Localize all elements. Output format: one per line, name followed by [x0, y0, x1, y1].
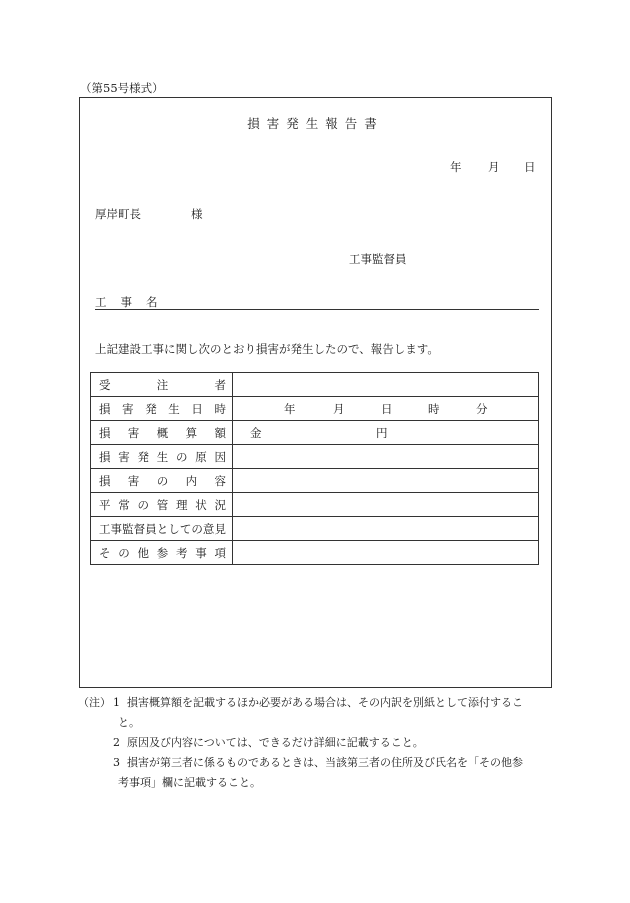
label-char: 発 — [145, 401, 157, 416]
label-char: 常 — [118, 497, 130, 512]
label-char: の — [118, 545, 130, 560]
notes-prefix: （注） — [78, 696, 111, 709]
label-char: 日 — [191, 401, 203, 416]
date-month-label: 月 — [488, 160, 500, 174]
label-char: 員 — [145, 521, 157, 536]
intro-statement: 上記建設工事に関し次のとおり損害が発生したので、報告します。 — [95, 342, 439, 356]
table-row — [91, 469, 539, 493]
note-number: 3 — [113, 756, 120, 769]
label-char: 項 — [214, 545, 226, 560]
label-char: 況 — [214, 497, 226, 512]
label-char: 参 — [156, 545, 169, 560]
label-char: 見 — [214, 521, 226, 536]
table-row — [91, 493, 539, 517]
table-row — [91, 397, 539, 421]
row-label-text — [91, 377, 232, 393]
table-row — [91, 445, 539, 469]
row-label-damage-details — [91, 469, 233, 493]
row-value-supervisor-opinion[interactable] — [233, 517, 539, 541]
label-char: 容 — [214, 473, 226, 488]
note-continuation: 考事項」欄に記載すること。 — [118, 776, 261, 789]
label-char: 額 — [214, 425, 226, 440]
project-name-line — [95, 294, 539, 310]
datetime-minute-unit: 分 — [476, 401, 488, 416]
row-label-estimated-amount — [91, 421, 233, 445]
label-char: 工 — [99, 521, 111, 536]
row-value-other-notes[interactable] — [233, 541, 539, 565]
label-char: 考 — [176, 545, 188, 560]
label-char: の — [191, 521, 203, 536]
document-title: 損害発生報告書 — [247, 116, 384, 131]
label-char: し — [168, 521, 180, 536]
row-label-text — [91, 449, 232, 465]
row-value-damage-details[interactable] — [233, 469, 539, 493]
form-number: （第55号様式） — [80, 81, 164, 95]
note-item — [78, 693, 532, 713]
amount-prefix: 金 — [250, 425, 262, 440]
row-value-estimated-amount[interactable] — [233, 421, 539, 445]
label-char: 生 — [168, 401, 180, 416]
date-day-label: 日 — [524, 160, 536, 174]
label-char: 害 — [127, 473, 140, 488]
label-char: の — [156, 473, 169, 488]
row-value-contractor[interactable] — [233, 373, 539, 397]
row-label-text — [91, 545, 232, 561]
label-char: 注 — [156, 377, 169, 392]
addressee-honorific: 様 — [191, 207, 203, 221]
table-row — [91, 541, 539, 565]
label-char: 生 — [156, 449, 169, 464]
label-char: 損 — [99, 401, 111, 416]
row-value-cause[interactable] — [233, 445, 539, 469]
row-label-text — [91, 497, 232, 513]
label-char: そ — [99, 545, 111, 560]
label-char: 損 — [99, 449, 111, 464]
label-char: 因 — [214, 449, 226, 464]
label-char: 害 — [118, 449, 130, 464]
label-char: 内 — [185, 473, 198, 488]
row-label-text — [91, 473, 232, 489]
row-label-occurrence-datetime — [91, 397, 233, 421]
label-char: 状 — [195, 497, 207, 512]
label-char: 意 — [202, 521, 215, 536]
label-char: 受 — [99, 377, 111, 392]
label-char: 事 — [110, 521, 123, 536]
reporter-title: 工事監督員 — [349, 252, 407, 266]
row-label-management-status — [91, 493, 233, 517]
row-label-supervisor-opinion — [91, 517, 233, 541]
note-text: 原因及び内容については、できるだけ詳細に記載すること。 — [127, 736, 424, 749]
datetime-month-unit: 月 — [333, 401, 345, 416]
label-char: の — [176, 449, 188, 464]
datetime-year-unit: 年 — [284, 401, 296, 416]
label-char: 算 — [185, 425, 198, 440]
table-row — [91, 373, 539, 397]
project-name-label: 工事名 — [95, 295, 172, 309]
label-char: 原 — [195, 449, 207, 464]
label-char: 監 — [122, 521, 134, 536]
label-char: 損 — [99, 425, 111, 440]
notes-section — [78, 693, 532, 793]
note-item — [78, 753, 532, 773]
datetime-hour-unit: 時 — [428, 401, 440, 416]
label-char: 概 — [156, 425, 169, 440]
label-char: と — [156, 521, 169, 536]
report-table — [90, 372, 539, 565]
row-label-cause — [91, 445, 233, 469]
date-year-label: 年 — [450, 160, 462, 174]
row-label-other-notes — [91, 541, 233, 565]
note-item — [78, 733, 532, 753]
note-continuation: と。 — [118, 716, 140, 729]
label-char: て — [179, 521, 192, 536]
note-text: 損害概算額を記載するほか必要がある場合は、その内訳を別紙として添付するこ — [127, 696, 523, 709]
label-char: 平 — [99, 497, 111, 512]
note-number: 1 — [113, 696, 120, 709]
label-char: の — [137, 497, 149, 512]
table-row — [91, 421, 539, 445]
label-char: 理 — [176, 497, 188, 512]
label-char: 管 — [156, 497, 169, 512]
label-char: 損 — [99, 473, 111, 488]
label-char: 発 — [137, 449, 149, 464]
note-text: 損害が第三者に係るものであるときは、当該第三者の住所及び氏名を「その他参 — [127, 756, 523, 769]
label-char: 他 — [137, 545, 149, 560]
row-label-text — [91, 425, 232, 441]
row-label-text — [91, 521, 232, 537]
note-number: 2 — [113, 736, 120, 749]
label-char: 時 — [214, 401, 226, 416]
addressee-name: 厚岸町長 — [95, 207, 141, 221]
addressee — [95, 206, 203, 222]
label-char: 者 — [214, 377, 226, 392]
label-char: 害 — [127, 425, 140, 440]
label-char: 害 — [122, 401, 134, 416]
table-row — [91, 517, 539, 541]
datetime-day-unit: 日 — [381, 401, 393, 416]
row-value-occurrence-datetime[interactable] — [233, 397, 539, 421]
label-char: 督 — [133, 521, 146, 536]
row-label-text — [91, 401, 232, 417]
report-date — [450, 159, 544, 175]
row-value-management-status[interactable] — [233, 493, 539, 517]
row-label-contractor — [91, 373, 233, 397]
label-char: 事 — [195, 545, 207, 560]
amount-unit: 円 — [376, 425, 388, 440]
